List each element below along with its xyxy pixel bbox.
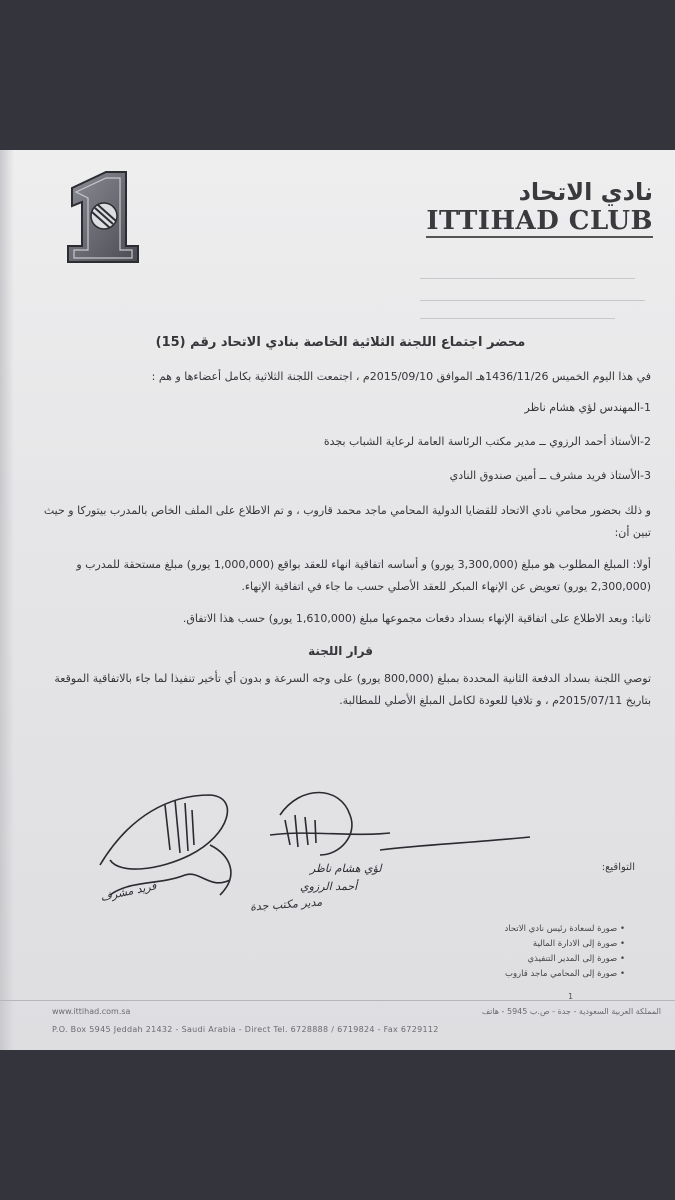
footer-address-arabic: المملكة العربية السعودية - جدة - ص.ب 5945 - هاتف [481, 1007, 661, 1016]
ruled-line [420, 318, 615, 319]
handwritten-name: مدير مكتب جدة [249, 895, 323, 914]
document-title: محضر اجتماع اللجنة الثلاثية الخاصة بنادي الاتحاد رقم (15) [155, 335, 526, 350]
decision-heading: قرار اللجنة [308, 644, 373, 658]
footer-address: P.O. Box 5945 Jeddah 21432 - Saudi Arabia - Direct Tel. 6728888 / 6719824 - Fax 6729112 [52, 1025, 439, 1034]
club-brand [426, 178, 653, 238]
ruled-line [420, 278, 635, 279]
cc-item: • صورة إلى الادارة المالية [505, 937, 626, 952]
attendance-paragraph: و ذلك بحضور محامي نادي الاتحاد للقضايا الدولية المحامي ماجد محمد قاروب ، و تم الاطلاع على الملف الخاص بالمدرب بيتوركا و حيث تبين أن: [43, 504, 651, 539]
first-point: أولا: المبلغ المطلوب هو مبلغ (3,300,000 يورو) و أساسه اتفاقية انهاء للعقد بواقع (1,000,000 يورو) مبلغ مستحقة للمدرب و (2,300,000 يورو) تعويض عن الإنهاء المبكر للعقد الأصلي حسب ما جاء في اتفاقية الإنهاء. [76, 558, 651, 593]
handwritten-name: فريد مشرف [99, 879, 158, 904]
handwritten-name: أحمد الرزوي [300, 880, 358, 893]
cc-item: • صورة إلى المحامي ماجد قاروب [505, 967, 626, 982]
cc-item: • صورة لسعادة رئيس نادي الاتحاد [505, 922, 626, 937]
member-item: 2-الأستاذ أحمد الرزوي ــ مدير مكتب الرئاسة العامة لرعاية الشباب بجدة [323, 435, 651, 448]
decision-paragraph: توصي اللجنة بسداد الدفعة الثانية المحددة بمبلغ (800,000 يورو) على وجه السرعة و بدون أي تأخير تنفيذا لما جاء بالاتفاقية الموقعة بتاريخ 2015/07/11م ، و تلافيا للعودة لكامل المبلغ الأصلي للمطالبة. [54, 672, 651, 707]
document-page [0, 150, 675, 1050]
member-item: 1-المهندس لؤي هشام ناظر [524, 401, 651, 414]
intro-paragraph: في هذا اليوم الخميس 1436/11/26هـ الموافق 2015/09/10م ، اجتمعت اللجنة الثلاثية بكامل أعضاءها و هم : [151, 370, 651, 383]
ruled-line [420, 300, 645, 301]
ittihad-logo [62, 168, 144, 264]
signatures-label: التواقيع: [601, 862, 635, 873]
page-number: 1 [568, 992, 574, 1001]
brand-english: ITTIHAD CLUB [426, 206, 653, 236]
document-body [30, 335, 651, 722]
signature-middle [270, 793, 530, 856]
member-item: 3-الأستاذ فريد مشرف ــ أمين صندوق النادي [449, 469, 651, 482]
letterhead-footer [0, 1000, 675, 1050]
footer-website: www.ittihad.com.sa [52, 1007, 131, 1016]
signature-left [100, 795, 231, 895]
cc-item: • صورة إلى المدير التنفيذي [505, 952, 626, 967]
cc-list [505, 922, 626, 982]
handwritten-name: لؤي هشام ناظر [310, 862, 382, 875]
brand-arabic: نادي الاتحاد [518, 178, 653, 206]
second-point: ثانيا: وبعد الاطلاع على اتفاقية الإنهاء بسداد دفعات مجموعها مبلغ (1,610,000 يورو) حسب هذا الاتفاق. [182, 612, 651, 625]
